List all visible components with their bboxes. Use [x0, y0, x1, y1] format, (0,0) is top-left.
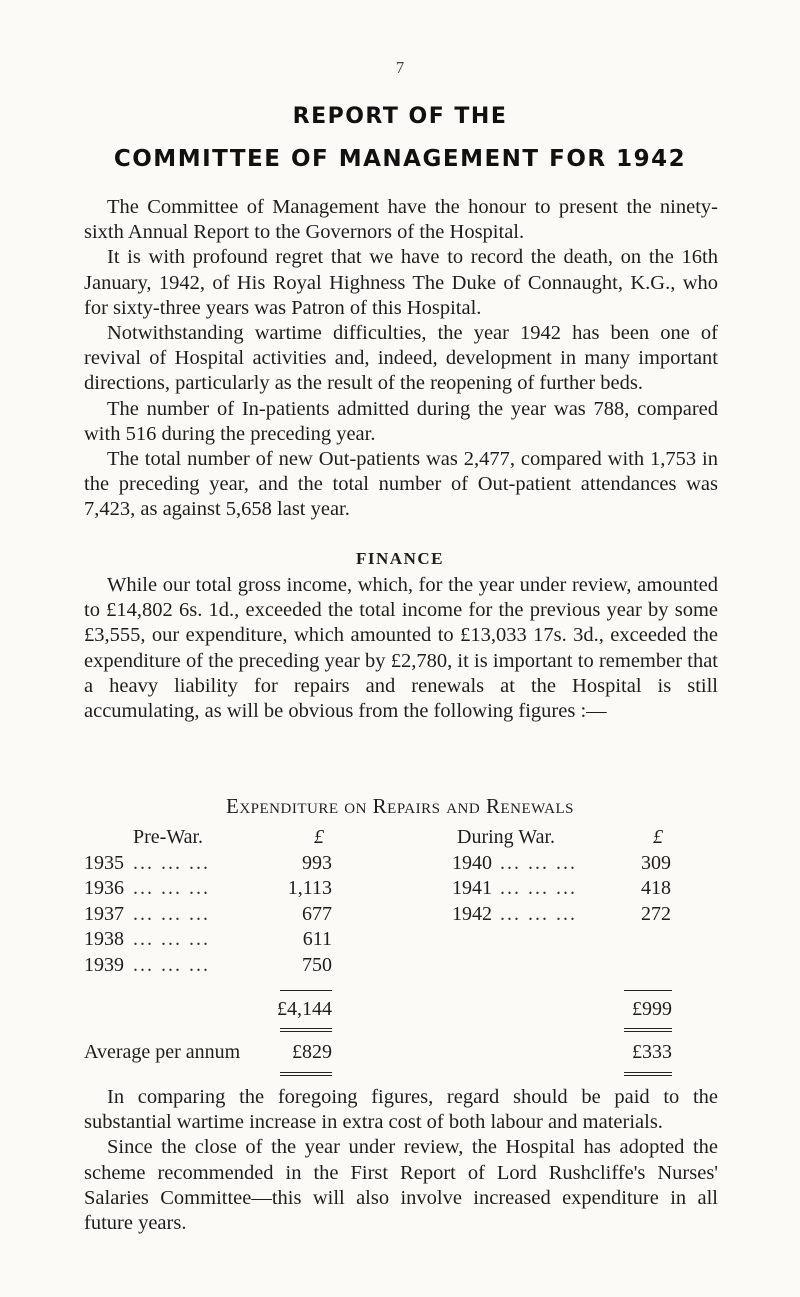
finance-paragraph: While our total gross income, which, for the year under review, amounted to £14,802 6s. 1d., exceeded the total income for the previous year by some £3,555, our expenditure, which amounted to £13,033 17s. 3d., exceeded the expenditure of the preceding year by £2,780, it is important to remember that a heavy liability for repairs and renewals at the Hospital is still accumulating, as will be obvious from the following figures :— — [84, 574, 718, 723]
pre-war-amount: 611 — [302, 928, 332, 950]
closing-section — [84, 1085, 718, 1236]
average-label: Average per annum — [84, 1041, 241, 1063]
intro-paragraph: The number of In-patients admitted during the year was 788, compared with 516 during the preceding year. — [84, 397, 718, 445]
during-war-year: 1942 — [452, 903, 492, 925]
during-war-heading: During War. — [457, 826, 556, 848]
during-war-amount: 309 — [641, 852, 671, 874]
intro-paragraph: The Committee of Management have the honour to present the ninety-sixth Annual Report to the Governors of the Hospital. — [84, 196, 718, 244]
leader-dots: ... ... ... — [500, 852, 577, 874]
pre-war-year: 1935 — [84, 852, 124, 874]
leader-dots: ... ... ... — [133, 877, 210, 899]
intro-paragraph: Notwithstanding wartime difficulties, the year 1942 has been one of revival of Hospital activities and, indeed, development in many important directions, particularly as the result of the reopening of further beds. — [84, 322, 718, 395]
closing-paragraph: In comparing the foregoing figures, regard should be paid to the substantial wartime increase in extra cost of both labour and materials. — [84, 1086, 718, 1134]
pre-war-currency: £ — [314, 826, 324, 848]
closing-paragraph: Since the close of the year under review, the Hospital has adopted the scheme recommended in the First Report of Lord Rushcliffe's Nurses' Salaries Committee—this will also involve increased expenditure in all future years. — [84, 1136, 718, 1235]
during-war-currency: £ — [653, 826, 663, 848]
intro-paragraph: It is with profound regret that we have to record the death, on the 16th January, 1942, of His Royal Highness The Duke of Connaught, K.G., who for sixty-three years was Patron of this Hospital. — [84, 246, 718, 319]
pre-war-year: 1937 — [84, 903, 124, 925]
pre-war-average: £829 — [292, 1041, 332, 1063]
leader-dots: ... ... ... — [133, 954, 210, 976]
pre-war-year: 1939 — [84, 954, 124, 976]
pre-war-heading: Pre-War. — [133, 826, 204, 848]
during-war-year: 1940 — [452, 852, 492, 874]
leader-dots: ... ... ... — [500, 877, 577, 899]
pre-war-amount: 1,113 — [287, 877, 332, 899]
report-title-line-1: REPORT OF THE — [292, 104, 508, 129]
total-rule — [624, 990, 672, 991]
table-caption: Expenditure on Repairs and Renewals — [226, 794, 574, 818]
during-war-total: £999 — [632, 998, 672, 1020]
pre-war-amount: 750 — [302, 954, 332, 976]
pre-war-amount: 993 — [302, 852, 332, 874]
leader-dots: ... ... ... — [133, 928, 210, 950]
pre-war-year: 1936 — [84, 877, 124, 899]
during-war-average: £333 — [632, 1041, 672, 1063]
pre-war-year: 1938 — [84, 928, 124, 950]
during-war-year: 1941 — [452, 877, 492, 899]
during-war-amount: 418 — [641, 877, 671, 899]
pre-war-total: £4,144 — [277, 998, 332, 1020]
page-number: 7 — [395, 58, 405, 77]
total-double-rule — [280, 1028, 332, 1032]
leader-dots: ... ... ... — [133, 903, 210, 925]
during-war-amount: 272 — [641, 903, 671, 925]
average-double-rule — [624, 1072, 672, 1076]
total-double-rule — [624, 1028, 672, 1032]
average-double-rule — [280, 1072, 332, 1076]
intro-paragraph: The total number of new Out-patients was 2,477, compared with 1,753 in the preceding year, and the total number of Out-patient attendances was 7,423, as against 5,658 last year. — [84, 448, 718, 521]
leader-dots: ... ... ... — [133, 852, 210, 874]
leader-dots: ... ... ... — [500, 903, 577, 925]
report-title-line-2: COMMITTEE OF MANAGEMENT FOR 1942 — [113, 146, 687, 172]
total-rule — [280, 990, 332, 991]
finance-heading: FINANCE — [356, 549, 444, 568]
pre-war-amount: 677 — [302, 903, 332, 925]
